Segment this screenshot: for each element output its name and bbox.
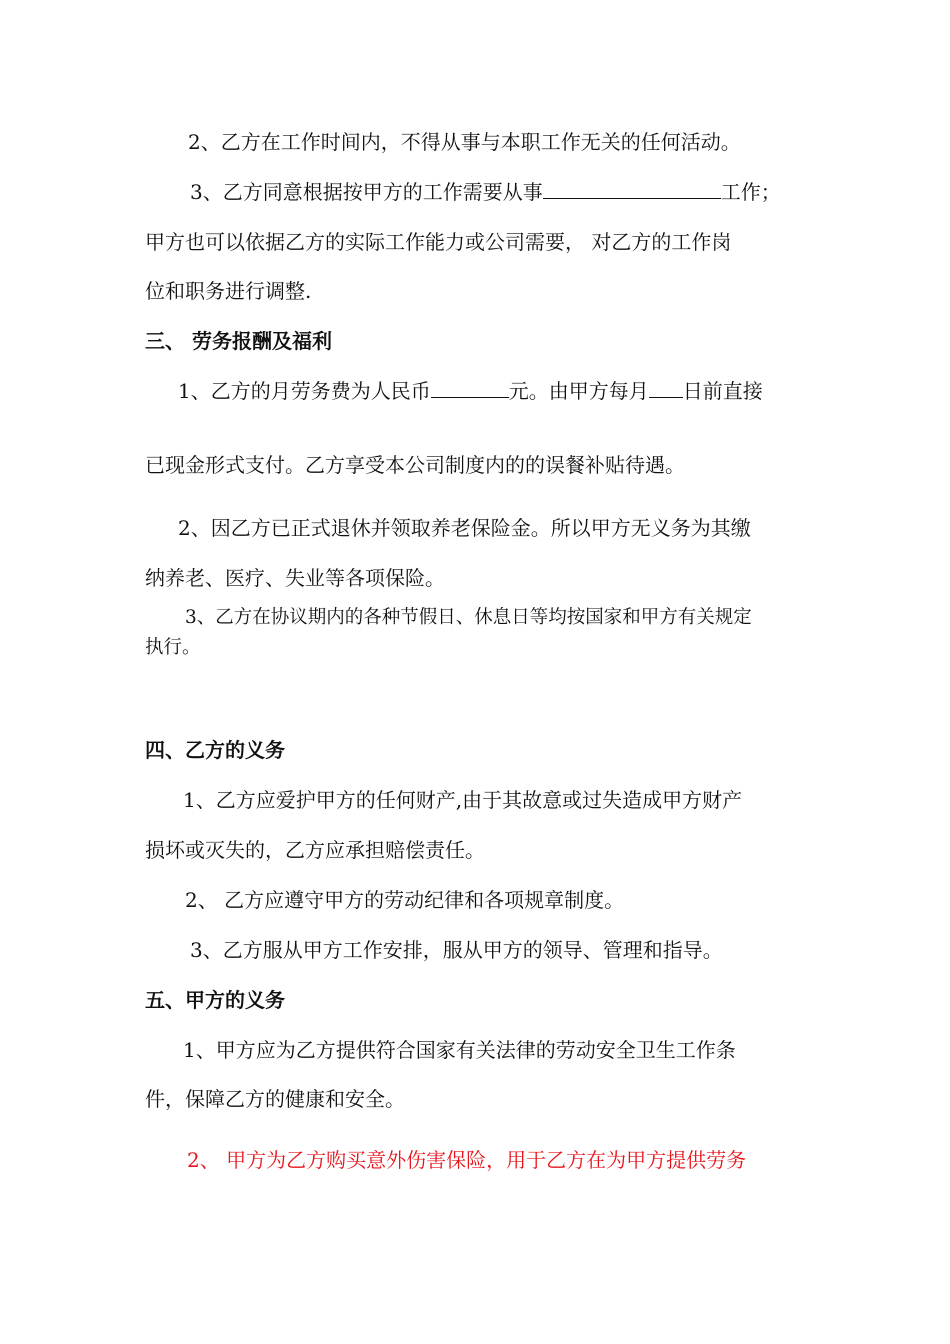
section-heading-5: 五、甲方的义务 [145,988,285,1012]
clause-5-2-highlighted: 2、 甲方为乙方购买意外伤害保险，用于乙方在为甲方提供劳务 [187,1148,747,1172]
clause-3-2: 2、因乙方已正式退休并领取养老保险金。所以甲方无义务为其缴 [178,516,751,540]
clause-3-1-cont: 已现金形式支付。乙方享受本公司制度内的的误餐补贴待遇。 [145,453,685,477]
section-heading-4: 四、乙方的义务 [145,738,285,762]
section-heading-3: 三、 劳务报酬及福利 [145,329,332,353]
salary-blank-field[interactable] [431,379,509,398]
clause-2-2: 2、乙方在工作时间内，不得从事与本职工作无关的任何活动。 [188,130,741,154]
clause-3-2-cont: 纳养老、医疗、失业等各项保险。 [145,566,445,590]
clause-text: 元。由甲方每月 [508,379,649,403]
clause-3-3: 3、乙方在协议期内的各种节假日、休息日等均按国家和甲方有关规定 [185,607,752,628]
clause-4-3: 3、乙方服从甲方工作安排，服从甲方的领导、管理和指导。 [190,938,723,962]
clause-2-3-cont: 甲方也可以依据乙方的实际工作能力或公司需要， 对乙方的工作岗 [145,230,732,254]
clause-5-1: 1、甲方应为乙方提供符合国家有关法律的劳动安全卫生工作条 [183,1038,736,1062]
clause-text: 工作； [720,180,781,204]
clause-2-3-cont: 位和职务进行调整. [145,279,312,303]
job-blank-field[interactable] [543,180,721,199]
clause-4-1: 1、乙方应爱护甲方的任何财产,由于其故意或过失造成甲方财产 [183,788,743,812]
clause-text: 1、乙方的月劳务费为人民币 [178,379,431,403]
clause-4-2: 2、 乙方应遵守甲方的劳动纪律和各项规章制度。 [185,888,625,912]
clause-3-1 [178,379,763,403]
pay-day-blank-field[interactable] [649,379,683,398]
clause-2-3 [190,180,781,204]
clause-4-1-cont: 损坏或灭失的，乙方应承担赔偿责任。 [145,838,485,862]
clause-3-3-cont: 执行。 [145,637,201,658]
clause-text: 日前直接 [682,379,763,403]
clause-text: 3、乙方同意根据按甲方的工作需要从事 [190,180,543,204]
clause-5-1-cont: 件，保障乙方的健康和安全。 [145,1087,405,1111]
